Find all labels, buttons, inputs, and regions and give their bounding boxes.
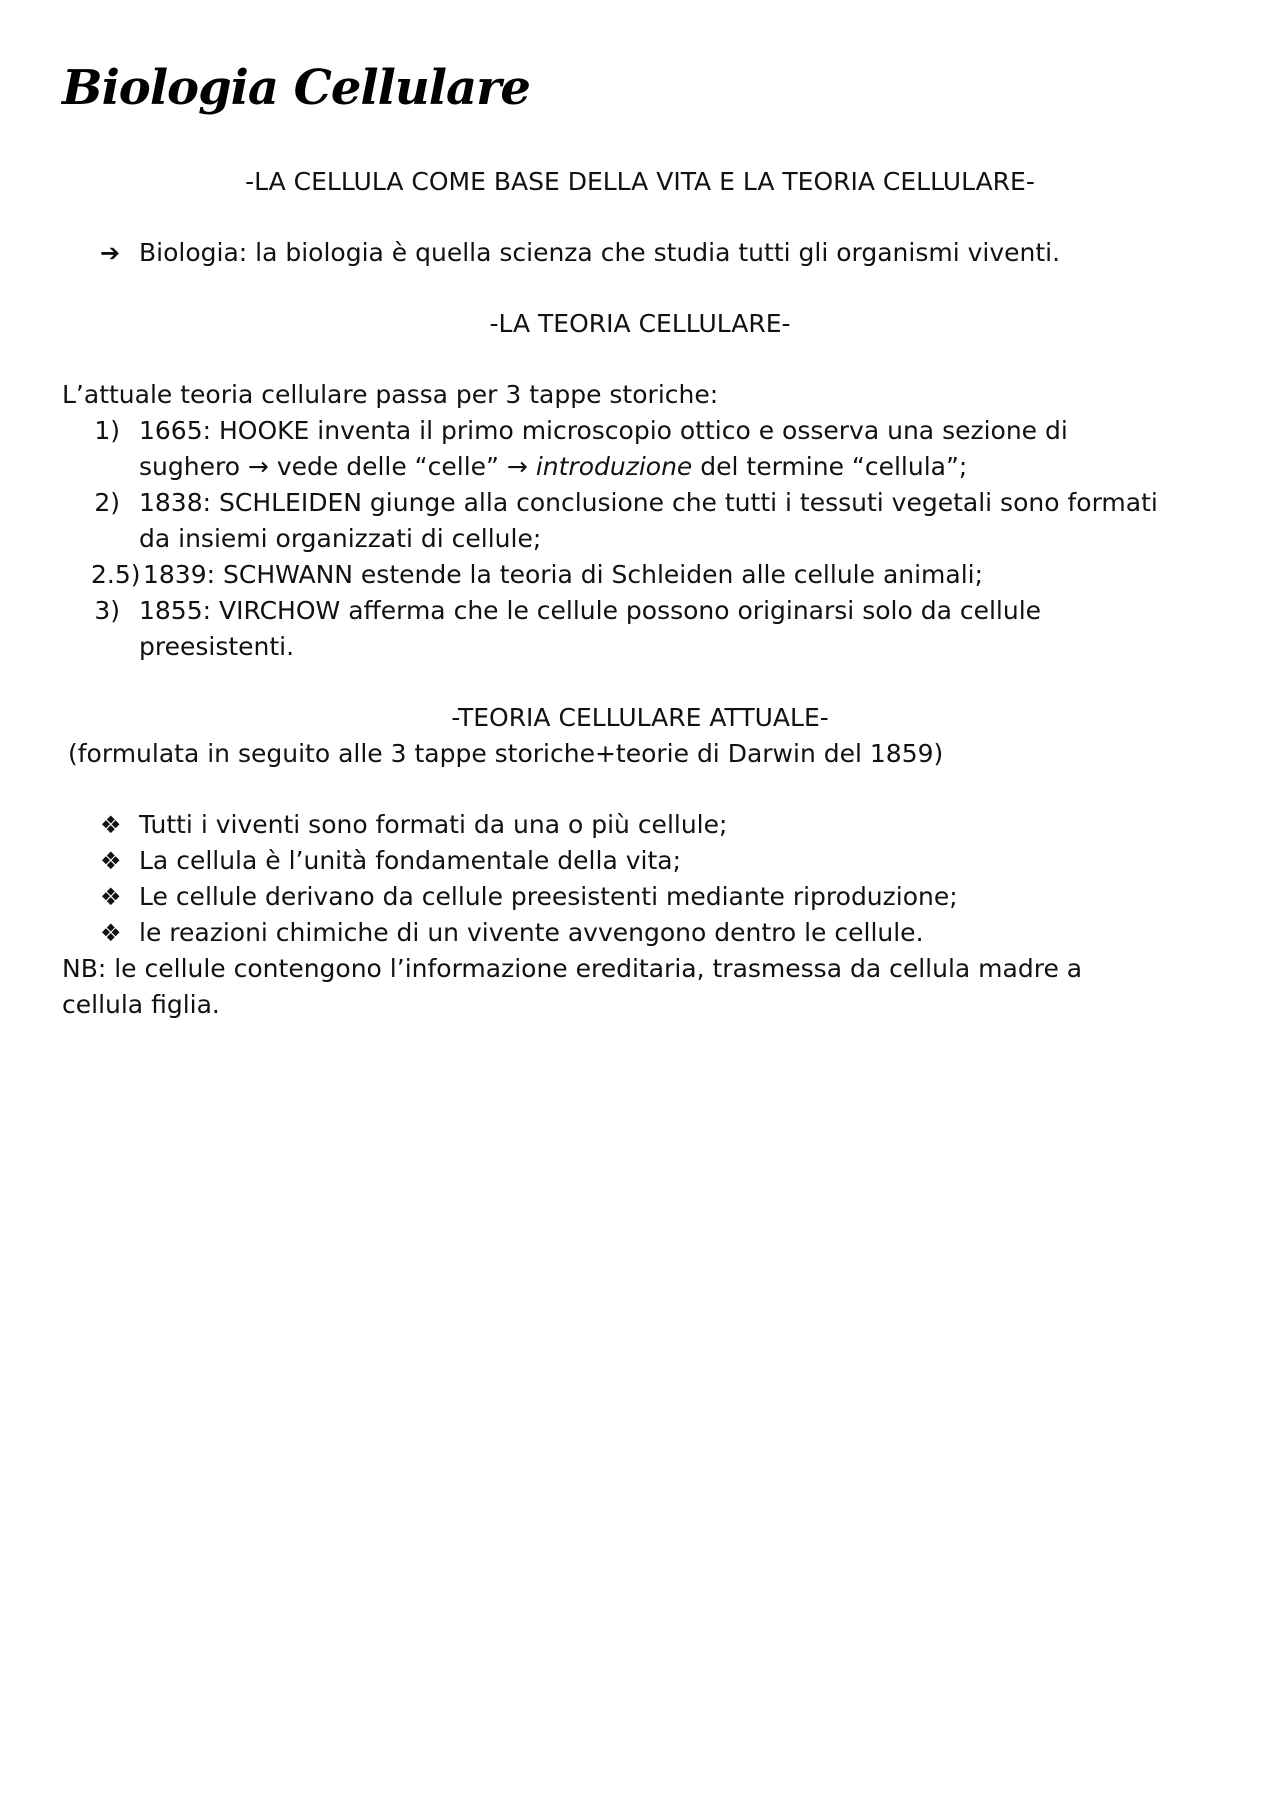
diamond-bullet-icon: ❖ — [100, 847, 122, 875]
stage-number: 2.5) — [91, 560, 141, 589]
stage-number: 2) — [94, 488, 120, 517]
stage-2-line-1: 1838: SCHLEIDEN giunge alla conclusione che tutti i tessuti vegetali sono formati — [139, 488, 1158, 517]
section-heading-current-theory: -TEORIA CELLULARE ATTUALE- — [451, 703, 829, 732]
stage-2-5-line-1: 1839: SCHWANN estende la teoria di Schleiden alle cellule animali; — [143, 560, 984, 589]
stage-1-line-2: sughero → vede delle “celle” → introduzione del termine “cellula”; — [139, 452, 968, 481]
stage-number: 3) — [94, 596, 120, 625]
stage-3-line-1: 1855: VIRCHOW afferma che le cellule possono originarsi solo da cellule — [139, 596, 1042, 625]
italic-term: introduzione — [535, 452, 693, 481]
current-theory-subtitle: (formulata in seguito alle 3 tappe storiche+teorie di Darwin del 1859) — [68, 739, 944, 768]
stage-1-line-1: 1665: HOOKE inventa il primo microscopio ottico e osserva una sezione di — [139, 416, 1068, 445]
note-line-2: cellula figlia. — [62, 990, 220, 1019]
principle-item: La cellula è l’unità fondamentale della vita; — [139, 846, 681, 875]
diamond-bullet-icon: ❖ — [100, 919, 122, 947]
note-line-1: NB: le cellule contengono l’informazione ereditaria, trasmessa da cellula madre a — [62, 954, 1083, 983]
stage-3-line-2: preesistenti. — [139, 632, 295, 661]
diamond-bullet-icon: ❖ — [100, 883, 122, 911]
stages-intro: L’attuale teoria cellulare passa per 3 tappe storiche: — [62, 380, 719, 409]
section-heading-cell-basis: -LA CELLULA COME BASE DELLA VITA E LA TEORIA CELLULARE- — [245, 167, 1035, 196]
arrow-bullet-icon: ➔ — [100, 239, 121, 267]
diamond-bullet-icon: ❖ — [100, 811, 122, 839]
stage-number: 1) — [94, 416, 120, 445]
biology-definition: Biologia: la biologia è quella scienza che studia tutti gli organismi viventi. — [139, 238, 1061, 267]
page-title: Biologia Cellulare — [62, 60, 530, 116]
principle-item: Le cellule derivano da cellule preesistenti mediante riproduzione; — [139, 882, 958, 911]
principle-item: Tutti i viventi sono formati da una o più cellule; — [139, 810, 728, 839]
stage-2-line-2: da insiemi organizzati di cellule; — [139, 524, 542, 553]
section-heading-cell-theory: -LA TEORIA CELLULARE- — [489, 309, 791, 338]
principle-item: le reazioni chimiche di un vivente avvengono dentro le cellule. — [139, 918, 924, 947]
